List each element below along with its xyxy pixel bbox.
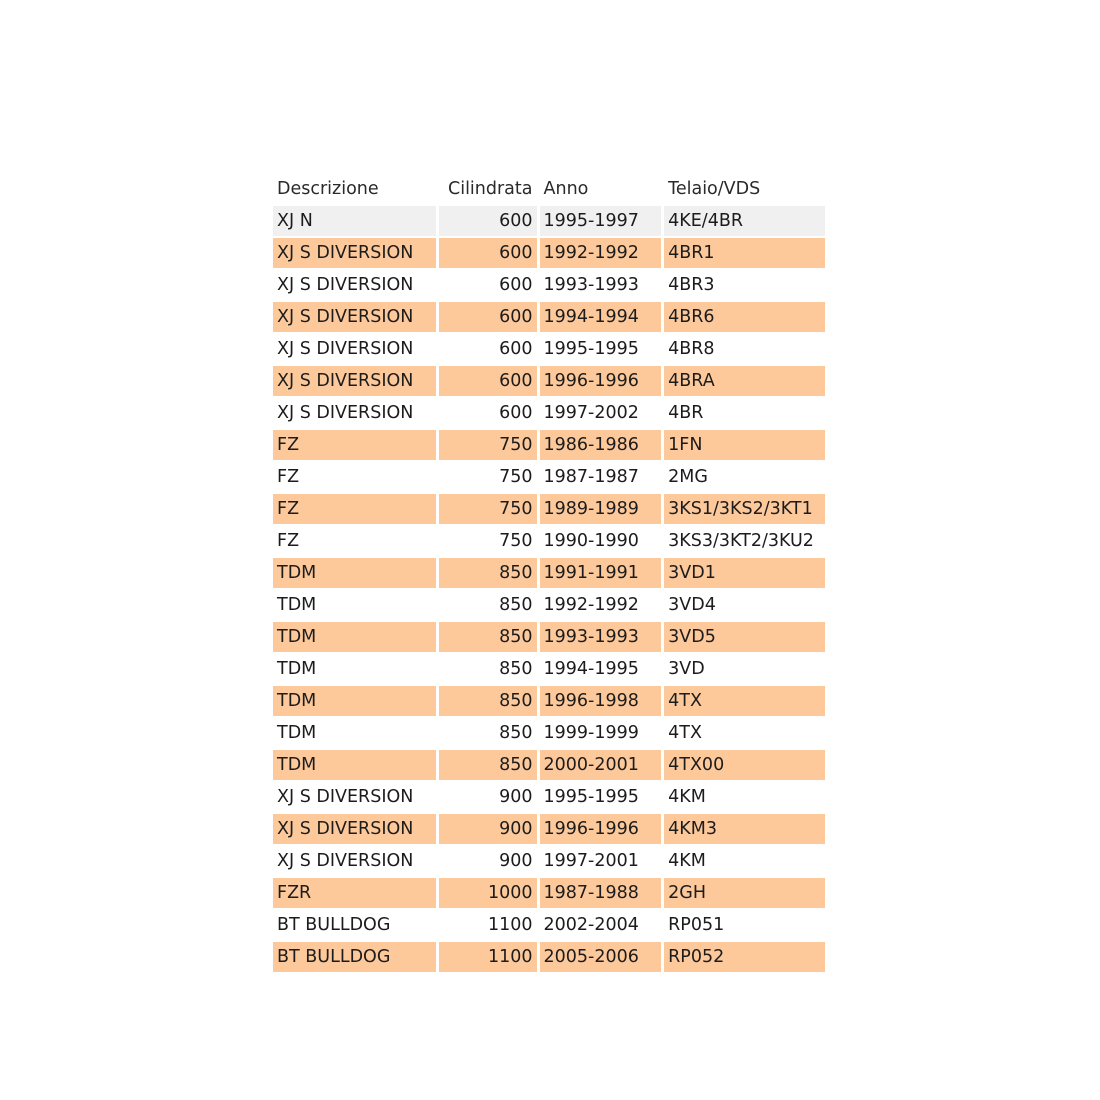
cell-telaio: 3VD4 [664,590,825,622]
table-row [273,398,825,430]
table-row [273,334,825,366]
cell-telaio: 2MG [664,462,825,494]
table-header [273,172,825,206]
cell-cilindrata: 1100 [439,910,537,942]
cell-anno: 2002-2004 [540,910,662,942]
cell-descrizione: TDM [273,622,436,654]
cell-cilindrata: 1000 [439,878,537,910]
cell-anno: 1987-1988 [540,878,662,910]
table-row [273,558,825,590]
cell-descrizione: XJ S DIVERSION [273,302,436,334]
table-row [273,238,825,270]
cell-descrizione: XJ S DIVERSION [273,814,436,846]
cell-descrizione: XJ S DIVERSION [273,782,436,814]
cell-telaio: 4TX00 [664,750,825,782]
table-row [273,718,825,750]
cell-descrizione: TDM [273,654,436,686]
cell-telaio: 4BRA [664,366,825,398]
cell-descrizione: TDM [273,558,436,590]
table-row [273,782,825,814]
cell-cilindrata: 850 [439,590,537,622]
cell-descrizione: XJ S DIVERSION [273,366,436,398]
cell-anno: 1994-1995 [540,654,662,686]
cell-descrizione: TDM [273,686,436,718]
cell-anno: 1999-1999 [540,718,662,750]
cell-anno: 1993-1993 [540,622,662,654]
cell-descrizione: FZ [273,462,436,494]
cell-descrizione: FZ [273,494,436,526]
cell-cilindrata: 750 [439,494,537,526]
table-row [273,270,825,302]
header-descrizione: Descrizione [277,179,379,199]
cell-descrizione: FZR [273,878,436,910]
cell-cilindrata: 850 [439,654,537,686]
cell-descrizione: XJ S DIVERSION [273,334,436,366]
cell-descrizione: XJ S DIVERSION [273,846,436,878]
cell-telaio: 4KM [664,846,825,878]
cell-anno: 1989-1989 [540,494,662,526]
cell-cilindrata: 600 [439,366,537,398]
table-row [273,590,825,622]
cell-telaio: 3VD [664,654,825,686]
cell-telaio: RP051 [664,910,825,942]
cell-anno: 1996-1996 [540,814,662,846]
cell-cilindrata: 850 [439,750,537,782]
cell-telaio: 4KM [664,782,825,814]
cell-descrizione: TDM [273,750,436,782]
table-row [273,686,825,718]
table-row [273,942,825,974]
cell-anno: 1997-2002 [540,398,662,430]
cell-cilindrata: 600 [439,334,537,366]
cell-anno: 2000-2001 [540,750,662,782]
cell-anno: 1994-1994 [540,302,662,334]
table-row [273,814,825,846]
cell-cilindrata: 850 [439,622,537,654]
cell-telaio: 1FN [664,430,825,462]
cell-anno: 1996-1998 [540,686,662,718]
table-row [273,206,825,238]
compatibility-table-container [273,172,828,974]
cell-telaio: 4TX [664,686,825,718]
header-row [273,172,825,206]
cell-anno: 2005-2006 [540,942,662,974]
cell-cilindrata: 900 [439,814,537,846]
table-row [273,302,825,334]
cell-anno: 1997-2001 [540,846,662,878]
cell-cilindrata: 850 [439,718,537,750]
cell-cilindrata: 600 [439,302,537,334]
cell-telaio: 4BR6 [664,302,825,334]
table-row [273,846,825,878]
cell-telaio: 4BR1 [664,238,825,270]
header-anno: Anno [543,179,589,199]
cell-descrizione: BT BULLDOG [273,942,436,974]
table-row [273,366,825,398]
table-row [273,750,825,782]
cell-telaio: 4KM3 [664,814,825,846]
table-row [273,654,825,686]
cell-cilindrata: 600 [439,206,537,238]
cell-cilindrata: 600 [439,238,537,270]
cell-anno: 1987-1987 [540,462,662,494]
cell-anno: 1986-1986 [540,430,662,462]
cell-cilindrata: 750 [439,462,537,494]
cell-anno: 1992-1992 [540,590,662,622]
cell-telaio: 3VD1 [664,558,825,590]
cell-telaio: 4BR [664,398,825,430]
cell-telaio: 4BR8 [664,334,825,366]
header-telaio: Telaio/VDS [668,179,761,199]
cell-descrizione: XJ N [273,206,436,238]
cell-descrizione: FZ [273,430,436,462]
cell-anno: 1990-1990 [540,526,662,558]
cell-anno: 1995-1997 [540,206,662,238]
cell-telaio: RP052 [664,942,825,974]
cell-telaio: 3KS1/3KS2/3KT1 [664,494,825,526]
cell-telaio: 3KS3/3KT2/3KU2 [664,526,825,558]
cell-telaio: 2GH [664,878,825,910]
cell-descrizione: XJ S DIVERSION [273,398,436,430]
cell-telaio: 4KE/4BR [664,206,825,238]
table-row [273,622,825,654]
cell-cilindrata: 750 [439,526,537,558]
cell-anno: 1991-1991 [540,558,662,590]
cell-cilindrata: 850 [439,686,537,718]
cell-anno: 1996-1996 [540,366,662,398]
cell-descrizione: TDM [273,718,436,750]
cell-descrizione: BT BULLDOG [273,910,436,942]
cell-cilindrata: 1100 [439,942,537,974]
table-row [273,526,825,558]
cell-cilindrata: 750 [439,430,537,462]
table-row [273,910,825,942]
cell-anno: 1995-1995 [540,334,662,366]
table-row [273,494,825,526]
cell-anno: 1992-1992 [540,238,662,270]
table-body [273,206,825,974]
cell-telaio: 4BR3 [664,270,825,302]
cell-cilindrata: 600 [439,270,537,302]
cell-anno: 1995-1995 [540,782,662,814]
cell-telaio: 3VD5 [664,622,825,654]
table-row [273,430,825,462]
cell-descrizione: FZ [273,526,436,558]
table-row [273,462,825,494]
cell-descrizione: XJ S DIVERSION [273,270,436,302]
cell-anno: 1993-1993 [540,270,662,302]
cell-telaio: 4TX [664,718,825,750]
compatibility-table [270,172,828,974]
cell-descrizione: XJ S DIVERSION [273,238,436,270]
cell-descrizione: TDM [273,590,436,622]
cell-cilindrata: 850 [439,558,537,590]
header-cilindrata: Cilindrata [447,179,533,199]
cell-cilindrata: 900 [439,782,537,814]
cell-cilindrata: 600 [439,398,537,430]
table-row [273,878,825,910]
cell-cilindrata: 900 [439,846,537,878]
